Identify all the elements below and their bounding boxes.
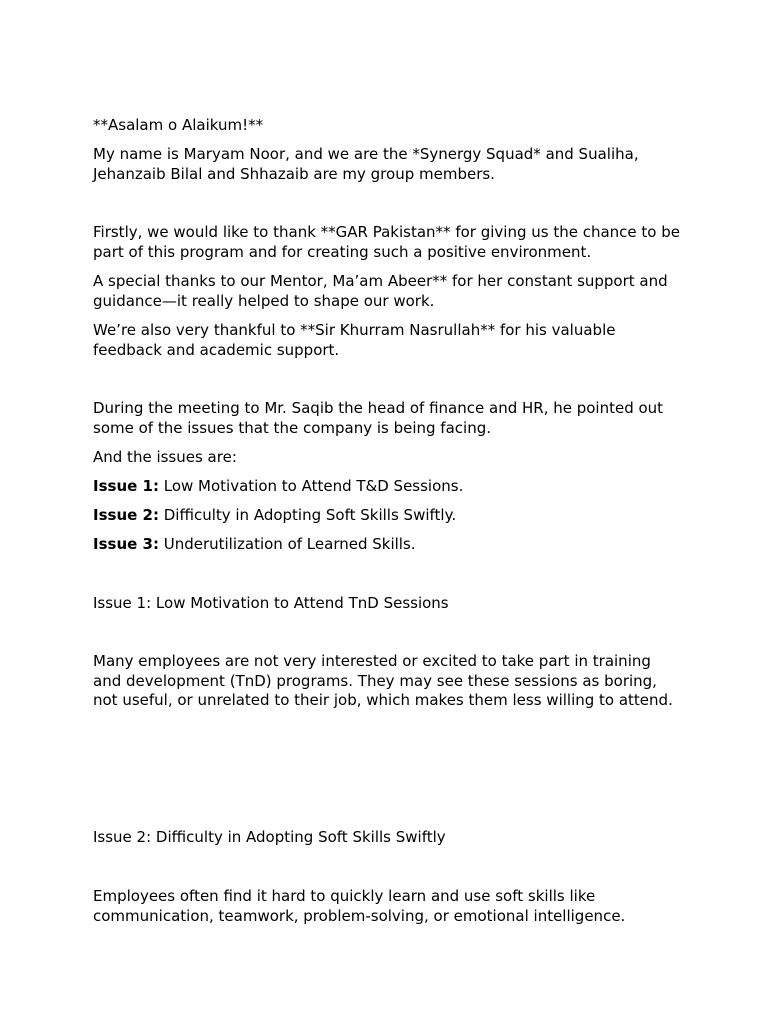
section-1-body: Many employees are not very interested or excited to take part in training and development (TnD) programs. They may see these sessions as boring, not useful, or unrelated to their job, which makes them less willing to attend.: [93, 652, 673, 709]
issues-intro: And the issues are:: [93, 448, 237, 466]
meeting-paragraph: During the meeting to Mr. Saqib the head of finance and HR, he pointed out some of the issues that the company is being facing.: [93, 399, 664, 437]
issue-item-1: [93, 477, 693, 497]
greeting: **Asalam o Alaikum!**: [93, 116, 264, 134]
issue-text: Low Motivation to Attend T&D Sessions.: [158, 477, 464, 495]
thanks-sir-paragraph: We’re also very thankful to **Sir Khurram Nasrullah** for his valuable feedback and academic support.: [93, 321, 616, 359]
issue-item-3: [93, 535, 693, 555]
intro-paragraph: My name is Maryam Noor, and we are the *Synergy Squad* and Sualiha, Jehanzaib Bilal and Shhazaib are my group members.: [93, 145, 639, 183]
thanks-mentor-paragraph: A special thanks to our Mentor, Ma’am Abeer** for her constant support and guidance—it really helped to shape our work.: [93, 272, 668, 310]
issue-item-2: [93, 506, 693, 526]
issue-text: Difficulty in Adopting Soft Skills Swiftly.: [158, 506, 457, 524]
issue-label: Issue 2:: [93, 506, 159, 524]
section-2-heading: Issue 2: Difficulty in Adopting Soft Skills Swiftly: [93, 828, 446, 846]
issue-text: Underutilization of Learned Skills.: [158, 535, 416, 553]
section-1-heading: Issue 1: Low Motivation to Attend TnD Sessions: [93, 594, 449, 612]
issue-label: Issue 3:: [93, 535, 159, 553]
thanks-gar-paragraph: Firstly, we would like to thank **GAR Pakistan** for giving us the chance to be part of this program and for creating such a positive environment.: [93, 223, 680, 261]
section-2-body: Employees often find it hard to quickly learn and use soft skills like communication, teamwork, problem-solving, or emotional intelligence.: [93, 887, 626, 925]
issue-label: Issue 1:: [93, 477, 159, 495]
